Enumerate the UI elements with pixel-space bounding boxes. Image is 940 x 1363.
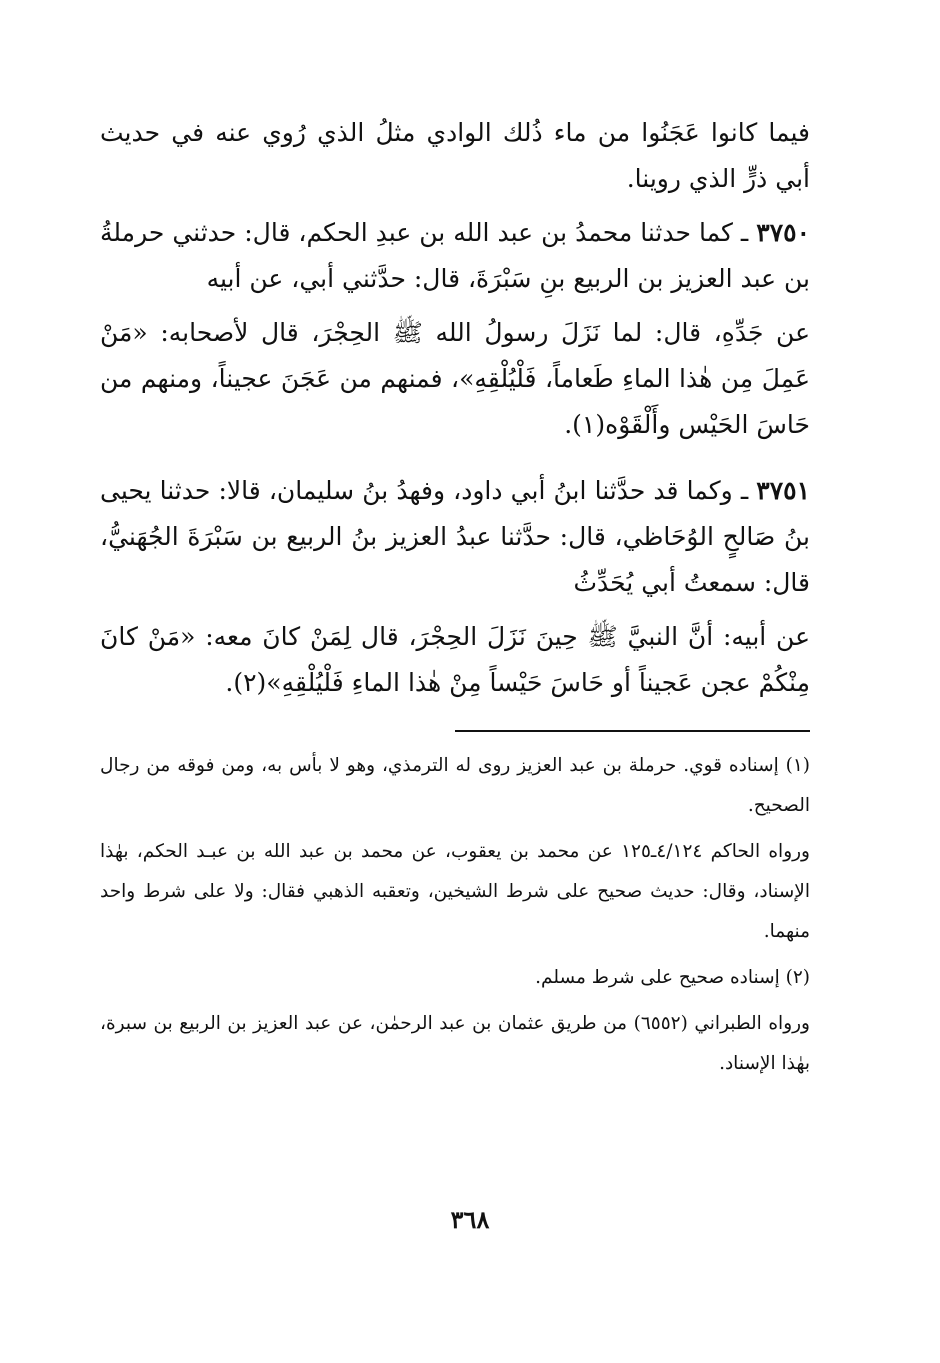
paragraph-text: فيما كانوا عَجَنُوا من ماء ذُلك الوادي مثلُ الذي رُوي عنه في حديث أبي ذرٍّ الذي روينا. [100,118,810,193]
footnote-divider [455,730,810,732]
footnote-2: (٢) إسناده صحيح على شرط مسلم. [535,967,810,988]
main-text [100,110,810,706]
paragraph-3 [100,310,810,448]
paragraph-text: عن أبيه: أنَّ النبيَّ ﷺ حِينَ نَزَلَ الحِجْرَ، قال لِمَنْ كانَ معه: «مَنْ كانَ مِنْكُمْ عجن عَجيناً أو حَاسَ حَيْساً مِنْ هٰذا الماءِ فَلْيُلْقِهِ»(٢). [100,622,810,697]
footnotes [100,746,810,1084]
hadith-number: ٣٧٥١ [756,476,810,505]
paragraph-text: عن جَدِّهِ، قال: لما نَزَلَ رسولُ الله ﷺ الحِجْرَ، قال لأصحابه: «مَنْ عَمِلَ مِن هٰذا الماءِ طَعاماً، فَلْيُلْقِهِ»، فمنهم من عَجَنَ عجيناً، ومنهم من حَاسَ الحَيْس وأَلْقَوْه(١). [100,318,810,439]
hadith-3751 [100,468,810,606]
page-number: ٣٦٨ [450,1205,490,1234]
hadith-3750 [100,210,810,302]
paragraph-5 [100,614,810,706]
footnote-2-continued: ورواه الطبراني (٦٥٥٢) من طريق عثمان بن عبد الرحمٰن، عن عبد العزيز بن الربيع بن سبرة، بهٰذا الإسناد. [100,1013,810,1074]
paragraph-1 [100,110,810,202]
footnote-1-continued: ورواه الحاكم ٤/١٢٤ـ١٢٥ عن محمد بن يعقوب، عن محمد بن عبد الله بن عبـد الحكم، بهٰذا الإسناد، وقال: حديث صحيح على شرط الشيخين، وتعقبه الذهبي فقال: ولا على شرط واحد منهما. [100,841,810,942]
hadith-number: ٣٧٥٠ [756,218,810,247]
paragraph-text: ـ وكما قد حدَّثنا ابنُ أبي داود، وفهدُ بنُ سليمان، قالا: حدثنا يحيى بنُ صَالحٍ الوُحَاظي، قال: حدَّثنا عبدُ العزيز بنُ الربيع بن سَبْرَةَ الجُهَنيُّ، قال: سمعتُ أبي يُحَدِّثُ [100,476,810,597]
paragraph-text: ـ كما حدثنا محمدُ بن عبد الله بن عبدِ الحكم، قال: حدثني حرملةُ بن عبد العزيز بن الربيع بنِ سَبْرَةَ، قال: حدَّثني أبي، عن أبيه [100,218,810,293]
footnote-1: (١) إسناده قوي. حرملة بن عبد العزيز روى له الترمذي، وهو لا بأس به، ومن فوقه من رجال الصحيح. [100,755,810,816]
page-body [100,110,810,1090]
